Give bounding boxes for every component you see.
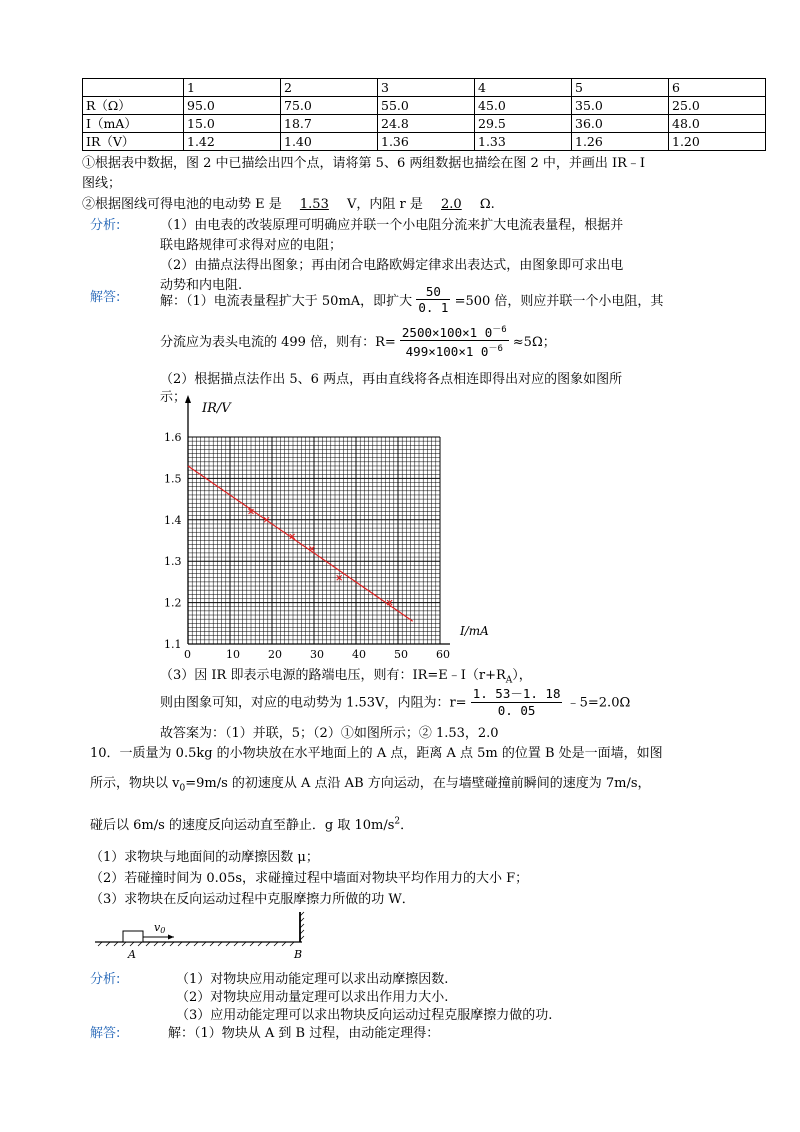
answer-label: 解答: <box>90 290 121 305</box>
table-cell: 1.40 <box>281 133 378 151</box>
table-cell: 2 <box>281 79 378 97</box>
table-cell: 1.26 <box>572 133 669 151</box>
y-tick-label: 1.3 <box>164 555 182 569</box>
table-cell: 36.0 <box>572 115 669 133</box>
table-cell: 6 <box>669 79 766 97</box>
table-cell <box>83 79 184 97</box>
table-cell: 55.0 <box>378 97 475 115</box>
sub-question: （2）若碰撞时间为 0.05s，求碰撞过程中墙面对物块平均作用力的大小 F； <box>90 871 529 886</box>
answer-line <box>160 322 556 359</box>
fraction-numerator: 50 <box>416 284 450 300</box>
question-text <box>82 193 495 212</box>
analysis-label: 分析: <box>90 972 121 987</box>
y-axis-arrow <box>185 395 191 403</box>
table-cell: 1.36 <box>378 133 475 151</box>
table-cell: 29.5 <box>475 115 572 133</box>
answer-text: ）， <box>512 668 532 683</box>
analysis-text: （1）由电表的改装原理可明确应并联一个小电阻分流来扩大电流表量程，根据并 <box>160 218 624 233</box>
fraction <box>471 684 563 718</box>
arrow-head <box>168 935 174 940</box>
x-tick-label: 50 <box>394 648 408 661</box>
analysis-label: 分析: <box>90 218 121 233</box>
point-a-label: A <box>128 948 136 961</box>
x-tick-label: 20 <box>268 648 282 661</box>
y-tick-label: 1.6 <box>164 431 182 444</box>
numerator-text: 2500×100×1 0 <box>401 325 493 341</box>
table-cell: 1.42 <box>184 133 281 151</box>
table-cell: 35.0 <box>572 97 669 115</box>
fraction-denominator: 0. 05 <box>497 703 536 718</box>
exponent: －6 <box>488 344 503 355</box>
sub-question: （3）求物块在反向运动过程中克服摩擦力所做的功 W． <box>90 892 415 907</box>
answer-label: 解答: <box>90 1026 121 1041</box>
fraction <box>416 284 450 315</box>
ir-i-graph <box>150 392 489 661</box>
emf-answer: 1.53 <box>299 197 329 212</box>
table-header-row <box>83 79 766 97</box>
x-tick-label: 40 <box>352 648 366 661</box>
analysis-text: （1）对物块应用动能定理可以求出动摩擦因数. <box>176 972 449 987</box>
analysis-text: （3）应用动能定理可以求出物块反向运动过程克服摩擦力做的功. <box>176 1008 553 1023</box>
subscript: A <box>505 675 513 686</box>
subscript: 0 <box>179 783 186 794</box>
resistance-answer: 2.0 <box>441 197 462 212</box>
table-cell: IR（V） <box>83 133 184 151</box>
question-text: ①根据表中数据，图 2 中已描绘出四个点，请将第 5、6 两组数据也描绘在图 2 中，并画出 IR﹣I <box>82 156 646 171</box>
x-tick-label: 30 <box>310 648 324 661</box>
table-cell: 15.0 <box>184 115 281 133</box>
table-row <box>83 97 766 115</box>
question-text-part: V，内阻 r 是 <box>347 197 423 212</box>
velocity-label: v0 <box>154 921 166 935</box>
x-tick-label: 10 <box>226 648 240 661</box>
answer-text: 则由图象可知，对应的电动势为 1.53V，内阻为：r= <box>160 695 467 711</box>
question-text-part: ． <box>400 818 414 833</box>
data-table <box>82 78 766 151</box>
analysis-text: （2）由描点法得出图象；再由闭合电路欧姆定律求出表达式，由图象即可求出电 <box>160 258 624 273</box>
fraction-numerator: 1. 53－1. 18 <box>472 686 561 701</box>
table-cell: 45.0 <box>475 97 572 115</box>
answer-line <box>160 664 532 686</box>
fraction-denominator: 0. 1 <box>418 300 449 315</box>
question-text-part: ②根据图线可得电池的电动势 E 是 <box>82 197 282 212</box>
final-answer: 故答案为：（1）并联，5；（2）①如图所示；② 1.53，2.0 <box>160 726 499 741</box>
table-cell: 18.7 <box>281 115 378 133</box>
question-text <box>90 772 651 794</box>
answer-text: ﹣5=2.0Ω <box>566 695 631 711</box>
analysis-text: 动势和内电阻. <box>160 278 243 293</box>
answer-text: 分流应为表头电流的 499 倍，则有：R= <box>160 335 396 351</box>
y-tick-label: 1.5 <box>164 472 182 486</box>
analysis-text: 联电路规律可求得对应的电阻； <box>160 238 343 253</box>
answer-text: 解：（1）物块从 A 到 B 过程，由动能定理得： <box>168 1026 440 1041</box>
table-cell: 1.20 <box>669 133 766 151</box>
table-cell: 1 <box>184 79 281 97</box>
table-cell: 5 <box>572 79 669 97</box>
table-cell: 25.0 <box>669 97 766 115</box>
answer-text: 解：（1）电流表量程扩大于 50mA，即扩大 <box>160 294 413 309</box>
fraction-numerator <box>400 322 509 341</box>
question-text-part: 碰后以 6m/s 的速度反向运动直至静止．g 取 10m/s <box>90 818 395 833</box>
table-cell: 24.8 <box>378 115 475 133</box>
table-row <box>83 133 766 151</box>
denominator-text: 499×100×1 0 <box>405 344 489 360</box>
block <box>123 931 143 942</box>
sub-question: （1）求物块与地面间的动摩擦因数 μ； <box>90 850 319 865</box>
question-text-part: =9m/s 的初速度从 A 点沿 AB 方向运动，在与墙壁碰撞前瞬间的速度为 7m/s， <box>185 776 651 791</box>
fraction-denominator <box>400 341 509 359</box>
point-b-label: B <box>294 948 303 961</box>
answer-text: 示； <box>160 390 187 405</box>
answer-line <box>160 684 630 718</box>
x-tick-label: 0 <box>184 648 191 661</box>
table-cell: I（mA） <box>83 115 184 133</box>
x-axis-label: I/mA <box>460 624 489 638</box>
chart-grid <box>188 437 440 644</box>
x-tick-label: 60 <box>436 648 450 661</box>
superscript: 2 <box>394 816 401 827</box>
table-cell: 1.33 <box>475 133 572 151</box>
y-tick-label: 1.2 <box>164 596 182 610</box>
block-wall-figure <box>90 910 320 962</box>
question-text-part: Ω. <box>479 197 495 212</box>
fraction <box>400 322 509 359</box>
answer-text: （2）根据描点法作出 5、6 两点，再由直线将各点相连即得出对应的图象如图所 <box>160 372 623 387</box>
answer-text: =500 倍，则应并联一个小电阻，其 <box>454 294 664 309</box>
table-cell: 4 <box>475 79 572 97</box>
y-tick-label: 1.4 <box>164 513 182 527</box>
exponent: －6 <box>492 325 507 335</box>
question-text: 10．一质量为 0.5kg 的小物块放在水平地面上的 A 点，距离 A 点 5m 的位置 B 处是一面墙，如图 <box>90 746 663 761</box>
answer-text: ≈5Ω； <box>512 335 556 351</box>
answer-line <box>160 284 663 315</box>
chart-ticks <box>164 431 450 661</box>
question-text <box>90 814 413 833</box>
y-axis-label: IR/V <box>202 401 231 416</box>
table-row <box>83 115 766 133</box>
table-cell: 95.0 <box>184 97 281 115</box>
question-text: 图线； <box>82 176 122 191</box>
analysis-text: （2）对物块应用动量定理可以求出作用力大小. <box>176 990 449 1005</box>
y-tick-label: 1.1 <box>164 638 182 651</box>
table-cell: 3 <box>378 79 475 97</box>
question-text-part: 所示，物块以 v <box>90 776 180 791</box>
table-cell: 75.0 <box>281 97 378 115</box>
answer-text: （3）因 IR 即表示电源的路端电压，则有：IR=E﹣I（r+R <box>160 668 506 683</box>
table-cell: R（Ω） <box>83 97 184 115</box>
table-cell: 48.0 <box>669 115 766 133</box>
